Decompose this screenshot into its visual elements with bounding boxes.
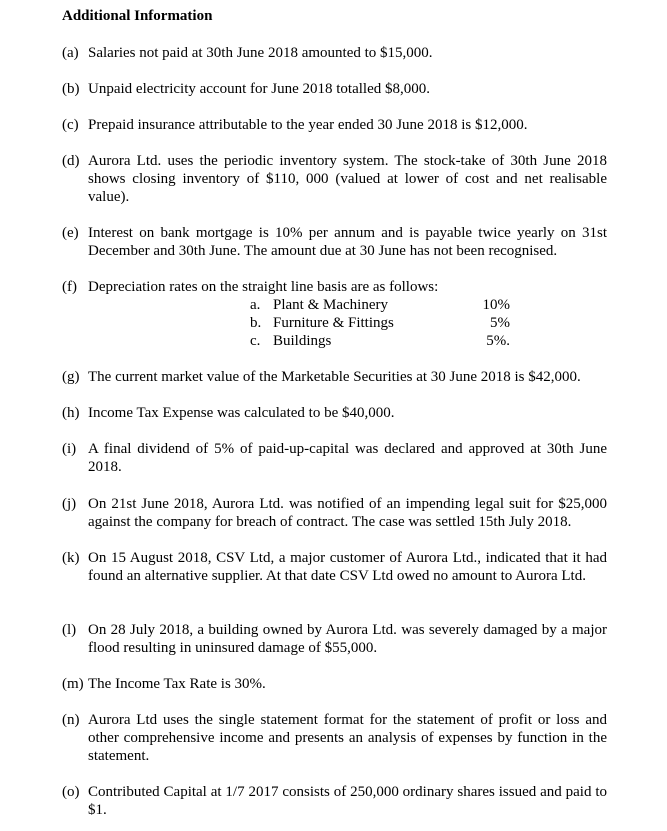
depreciation-row <box>250 332 510 350</box>
note-item-c <box>62 116 607 134</box>
note-item-b <box>62 80 607 98</box>
note-text: On 28 July 2018, a building owned by Aurora Ltd. was severely damaged by a major flood resulting in uninsured damage of $55,000. <box>88 622 607 656</box>
note-text: Income Tax Expense was calculated to be $40,000. <box>88 405 395 421</box>
note-item-i <box>62 440 607 476</box>
note-item-d <box>62 152 607 206</box>
depreciation-rate: 5% <box>490 315 510 331</box>
note-item-o <box>62 783 607 819</box>
note-label: (a) <box>62 45 79 61</box>
note-item-m <box>62 675 607 693</box>
note-label: (f) <box>62 279 77 295</box>
note-label: (o) <box>62 784 80 800</box>
depreciation-asset: Furniture & Fittings <box>273 315 394 331</box>
note-text: A final dividend of 5% of paid-up-capital was declared and approved at 30th June 2018. <box>88 441 607 475</box>
note-label: (c) <box>62 117 79 133</box>
note-item-g <box>62 368 607 386</box>
note-text: On 15 August 2018, CSV Ltd, a major customer of Aurora Ltd., indicated that it had found an alternative supplier. At that date CSV Ltd owed no amount to Aurora Ltd. <box>88 550 607 584</box>
note-label: (d) <box>62 153 80 169</box>
depreciation-rate: 10% <box>482 297 510 313</box>
depreciation-rate: 5%. <box>486 333 510 349</box>
note-item-l <box>62 621 607 657</box>
depreciation-label: c. <box>250 333 261 349</box>
note-text: Interest on bank mortgage is 10% per annum and is payable twice yearly on 31st December and 30th June. The amount due at 30 June has not been recognised. <box>88 225 607 259</box>
note-text: Unpaid electricity account for June 2018 totalled $8,000. <box>88 81 430 97</box>
note-label: (l) <box>62 622 77 638</box>
note-label: (i) <box>62 441 77 457</box>
note-label: (j) <box>62 496 77 512</box>
note-item-n <box>62 711 607 765</box>
note-text: Contributed Capital at 1/7 2017 consists of 250,000 ordinary shares issued and paid to $1. <box>88 784 607 818</box>
note-item-e <box>62 224 607 260</box>
note-item-k <box>62 549 607 585</box>
note-label: (g) <box>62 369 80 385</box>
note-text: Aurora Ltd. uses the periodic inventory system. The stock-take of 30th June 2018 shows closing inventory of $110, 000 (valued at lower of cost and net realisable value). <box>88 153 607 205</box>
note-text: The current market value of the Marketable Securities at 30 June 2018 is $42,000. <box>88 369 581 385</box>
note-item-f <box>62 278 607 296</box>
depreciation-asset: Buildings <box>273 333 332 349</box>
note-text: On 21st June 2018, Aurora Ltd. was notified of an impending legal suit for $25,000 against the company for breach of contract. The case was settled 15th July 2018. <box>88 496 607 530</box>
depreciation-label: b. <box>250 315 262 331</box>
note-label: (h) <box>62 405 80 421</box>
note-item-j <box>62 495 607 531</box>
depreciation-asset: Plant & Machinery <box>273 297 388 313</box>
note-item-h <box>62 404 607 422</box>
note-text: The Income Tax Rate is 30%. <box>88 676 266 692</box>
note-label: (b) <box>62 81 80 97</box>
note-text: Depreciation rates on the straight line basis are as follows: <box>88 279 439 295</box>
depreciation-label: a. <box>250 297 261 313</box>
section-heading: Additional Information <box>62 8 213 24</box>
note-item-a <box>62 44 607 62</box>
note-label: (m) <box>62 676 84 692</box>
depreciation-row <box>250 296 510 314</box>
note-label: (k) <box>62 550 80 566</box>
note-text: Salaries not paid at 30th June 2018 amounted to $15,000. <box>88 45 433 61</box>
depreciation-row <box>250 314 510 332</box>
note-label: (e) <box>62 225 79 241</box>
note-text: Prepaid insurance attributable to the year ended 30 June 2018 is $12,000. <box>88 117 528 133</box>
note-label: (n) <box>62 712 80 728</box>
note-text: Aurora Ltd uses the single statement format for the statement of profit or loss and other comprehensive income and presents an analysis of expenses by function in the statement. <box>88 712 607 764</box>
